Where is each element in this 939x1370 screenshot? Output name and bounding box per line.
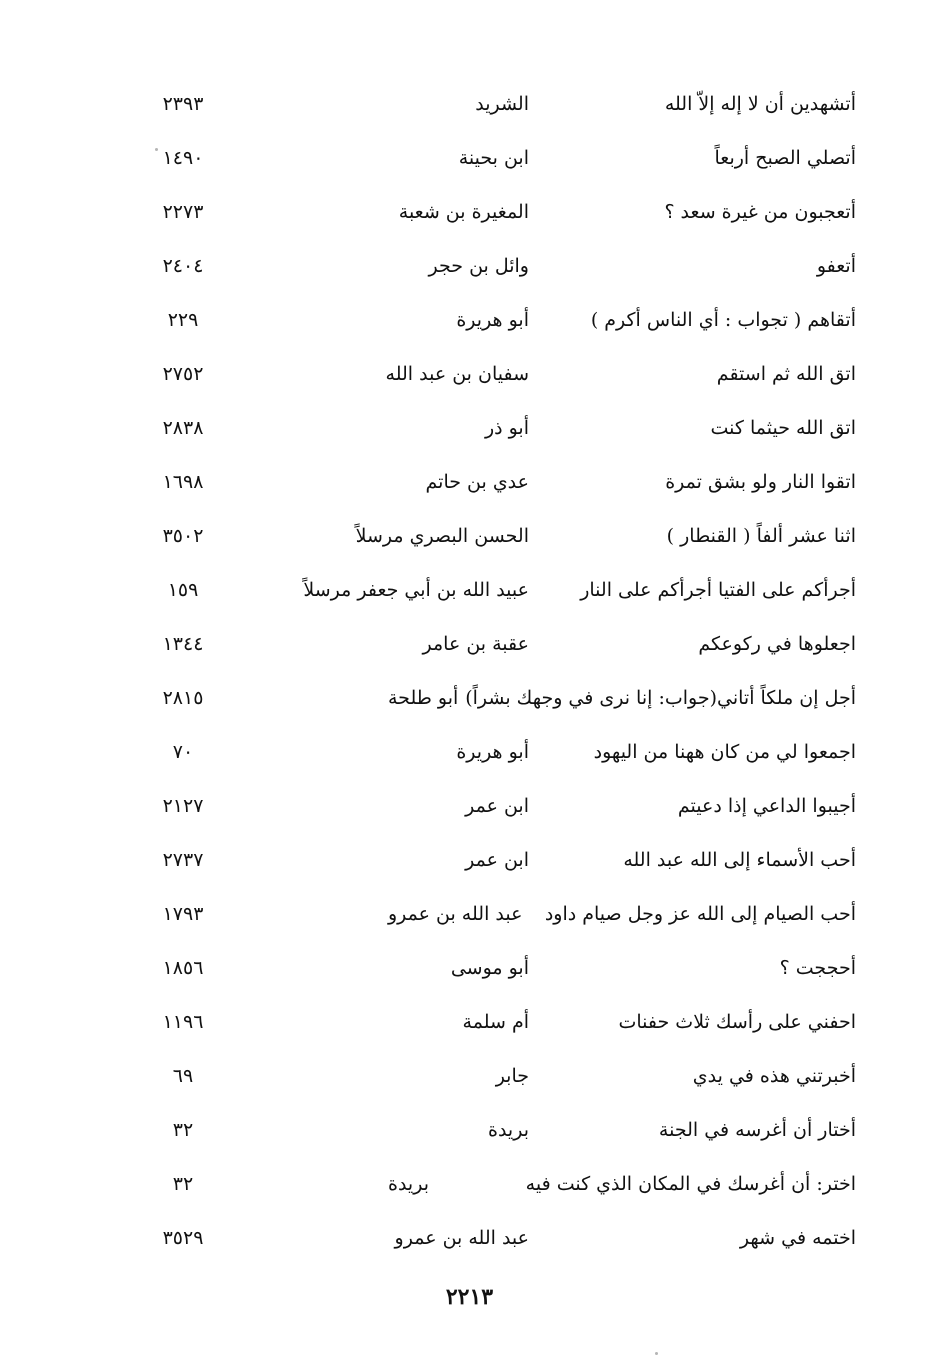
hadith-number: ١٣٤٤ [162, 633, 204, 655]
hadith-text: اتق الله ثم استقم [716, 363, 856, 385]
hadith-text: اتقوا النار ولو بشق تمرة [665, 471, 856, 493]
index-row [0, 1051, 939, 1105]
index-row [0, 619, 939, 673]
hadith-number: ٢٣٩٣ [162, 93, 204, 115]
narrator-name: أبو موسى [450, 957, 529, 979]
index-row [0, 79, 939, 133]
index-row [0, 403, 939, 457]
hadith-text: أتصلي الصبح أربعاً [714, 147, 856, 169]
hadith-number: ٢٧٥٢ [162, 363, 204, 385]
hadith-index-list [0, 79, 939, 1267]
narrator-name: الشريد [475, 93, 529, 115]
narrator-name: عبد الله بن عمرو [394, 1227, 529, 1249]
hadith-text: أتشهدين أن لا إله إلاّ الله [664, 93, 856, 115]
narrator-name: بريدة [388, 1173, 429, 1195]
hadith-number: ١٦٩٨ [162, 471, 204, 493]
hadith-number: ٣٢ [172, 1119, 194, 1141]
hadith-text: أخبرتني هذه في يدي [692, 1065, 856, 1087]
index-row [0, 835, 939, 889]
hadith-text: أحب الصيام إلى الله عز وجل صيام داود [544, 903, 856, 925]
hadith-number: ٣٢ [172, 1173, 194, 1195]
index-row [0, 241, 939, 295]
index-row [0, 511, 939, 565]
hadith-text: أتعفو [816, 255, 856, 277]
index-row [0, 889, 939, 943]
narrator-name: بريدة [488, 1119, 529, 1141]
narrator-name: جابر [495, 1065, 529, 1087]
hadith-text: اتق الله حيثما كنت [710, 417, 856, 439]
narrator-name: عقبة بن عامر [422, 633, 529, 655]
hadith-text: أحججت ؟ [779, 957, 856, 979]
index-row [0, 295, 939, 349]
hadith-number: ٣٥٠٢ [162, 525, 204, 547]
hadith-number: ٦٩ [172, 1065, 194, 1087]
hadith-text: أتعجبون من غيرة سعد ؟ [664, 201, 856, 223]
narrator-name: ابن عمر [465, 849, 529, 871]
index-row [0, 943, 939, 997]
index-row [0, 457, 939, 511]
index-row [0, 1213, 939, 1267]
hadith-number: ١١٩٦ [162, 1011, 204, 1033]
hadith-text: اثنا عشر ألفاً ( القنطار ) [666, 525, 856, 547]
narrator-name: عدي بن حاتم [425, 471, 529, 493]
hadith-number: ٢٤٠٤ [162, 255, 204, 277]
index-row [0, 1159, 939, 1213]
hadith-number: ٢٢٩ [167, 309, 199, 331]
narrator-name: عبيد الله بن أبي جعفر مرسلاً [303, 579, 529, 601]
index-row [0, 673, 939, 727]
hadith-number: ١٨٥٦ [162, 957, 204, 979]
hadith-text: اجعلوها في ركوعكم [698, 633, 856, 655]
narrator-name: سفيان بن عبد الله [385, 363, 529, 385]
hadith-number: ١٧٩٣ [162, 903, 204, 925]
index-row [0, 565, 939, 619]
hadith-number: ٣٥٢٩ [162, 1227, 204, 1249]
narrator-name: أبو هريرة [456, 309, 529, 331]
narrator-name: ابن بحينة [458, 147, 529, 169]
index-row [0, 1105, 939, 1159]
index-row [0, 781, 939, 835]
index-row [0, 349, 939, 403]
hadith-text: أجل إن ملكاً أتاني(جواب: إنا نرى في وجهك بشراً) [465, 687, 856, 709]
hadith-text: أحب الأسماء إلى الله عبد الله [623, 849, 856, 871]
narrator-name: أم سلمة [462, 1011, 529, 1033]
narrator-name: المغيرة بن شعبة [398, 201, 529, 223]
hadith-text: أجرأكم على الفتيا أجرأكم على النار [580, 579, 856, 601]
narrator-name: أبو طلحة [388, 687, 459, 709]
hadith-number: ٢٧٣٧ [162, 849, 204, 871]
hadith-text: اجمعوا لي من كان ههنا من اليهود [593, 741, 856, 763]
narrator-name: الحسن البصري مرسلاً [355, 525, 529, 547]
hadith-number: ١٥٩ [167, 579, 199, 601]
hadith-number: ٢١٢٧ [162, 795, 204, 817]
page-number: ٢٢١٣ [445, 1284, 494, 1310]
scan-speck [155, 148, 158, 151]
hadith-number: ٢٢٧٣ [162, 201, 204, 223]
narrator-name: أبو ذر [484, 417, 529, 439]
hadith-number: ٢٨١٥ [162, 687, 204, 709]
index-row [0, 727, 939, 781]
hadith-text: اختر: أن أغرسك في المكان الذي كنت فيه [525, 1173, 856, 1195]
scan-speck [655, 1352, 658, 1355]
hadith-number: ٧٠ [172, 741, 194, 763]
hadith-text: أتقاهم ( تجواب : أي الناس أكرم ) [590, 309, 856, 331]
hadith-number: ٢٨٣٨ [162, 417, 204, 439]
narrator-name: أبو هريرة [456, 741, 529, 763]
index-row [0, 187, 939, 241]
index-row [0, 133, 939, 187]
hadith-text: أختار أن أغرسه في الجنة [658, 1119, 856, 1141]
hadith-text: احفني على رأسك ثلاث حفنات [618, 1011, 856, 1033]
hadith-text: أجيبوا الداعي إذا دعيتم [677, 795, 856, 817]
index-row [0, 997, 939, 1051]
hadith-number: ١٤٩٠ [162, 147, 204, 169]
narrator-name: ابن عمر [465, 795, 529, 817]
hadith-text: اختمه في شهر [739, 1227, 856, 1249]
narrator-name: وائل بن حجر [428, 255, 529, 277]
narrator-name: عبد الله بن عمرو [388, 903, 523, 925]
